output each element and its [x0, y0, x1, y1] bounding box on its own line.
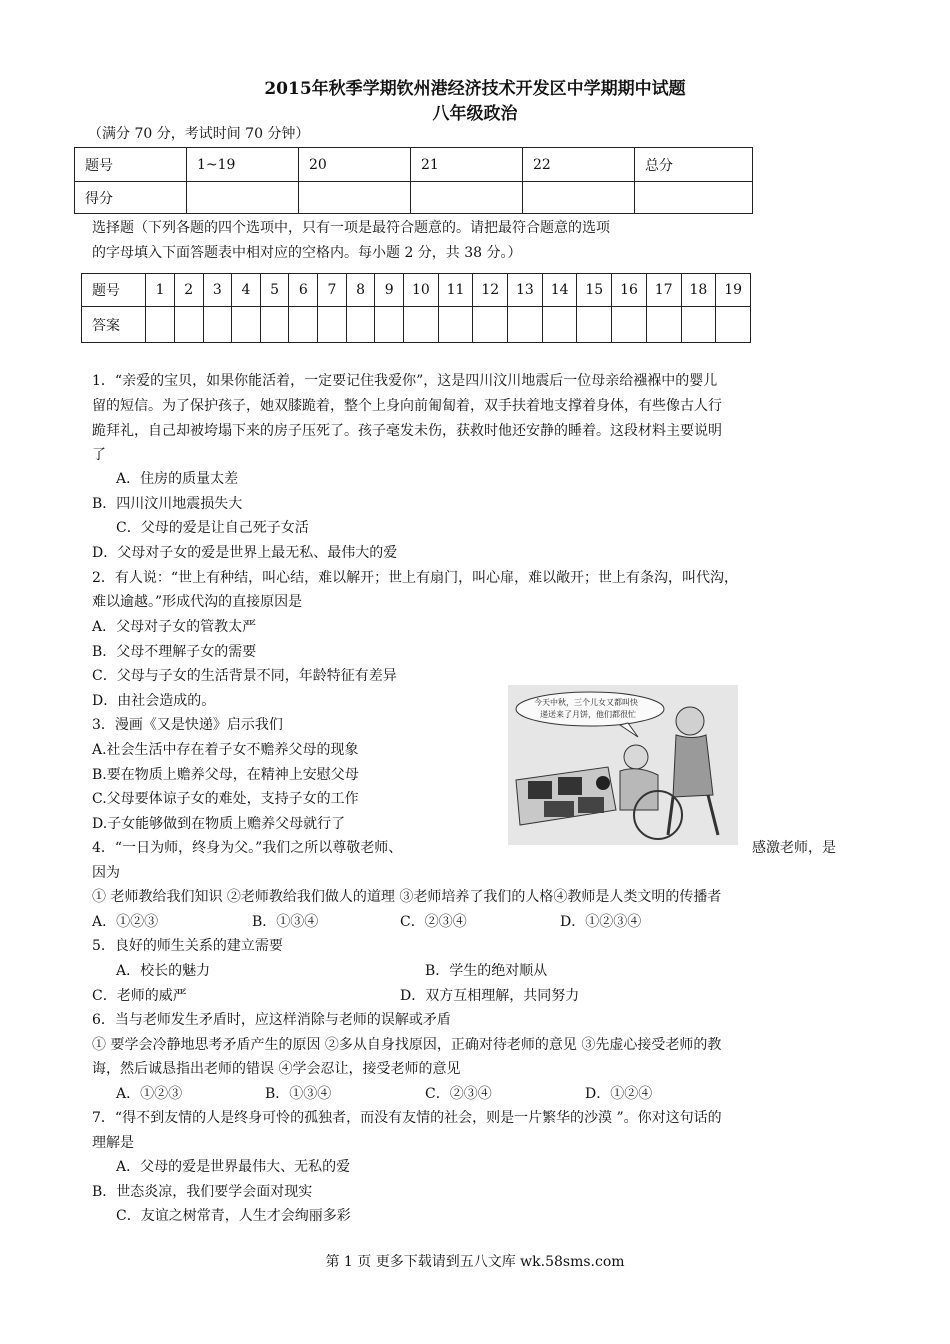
- answer-number-cell: 10: [404, 274, 439, 307]
- answer-number-cell: 11: [438, 274, 473, 307]
- question-text-line: B．①③④: [252, 914, 319, 930]
- answer-number-cell: 4: [232, 274, 261, 307]
- page-footer: 第 1 页 更多下载请到五八文库 wk.58sms.com: [325, 1254, 625, 1270]
- answer-number-cell: 14: [542, 274, 577, 307]
- question-text-line: D．由社会造成的。: [92, 693, 216, 709]
- question-text-line: B.要在物质上赡养父母，在精神上安慰父母: [92, 767, 359, 783]
- cartoon-image: [508, 685, 738, 845]
- question-text-line: D．双方互相理解，共同努力: [400, 988, 580, 1004]
- answer-number-cell: 8: [346, 274, 375, 307]
- svg-text:今天中秋，三个儿女又都叫快: 今天中秋，三个儿女又都叫快: [534, 698, 638, 707]
- question-text-line: D．①②③④: [560, 914, 642, 930]
- answer-number-cell: 13: [508, 274, 543, 307]
- answer-blank-cell[interactable]: [346, 307, 375, 343]
- question-text-line: D.子女能够做到在物质上赡养父母就行了: [92, 816, 346, 832]
- question-text-line: D．父母对子女的爱是世界上最无私、最伟大的爱: [92, 545, 398, 561]
- answer-blank-cell[interactable]: [681, 307, 716, 343]
- question-text-line: 6．当与老师发生矛盾时，应这样消除与老师的误解或矛盾: [92, 1012, 451, 1028]
- question-text-line: A．①②③: [92, 914, 159, 930]
- answer-table: [81, 273, 751, 343]
- question-text-line: D．①②④: [585, 1086, 653, 1102]
- question-text-line: 5．良好的师生关系的建立需要: [92, 938, 283, 954]
- answer-header-label: 题号: [82, 274, 146, 307]
- question-text-line: A．住房的质量太差: [116, 471, 239, 487]
- question-text-line: B．四川汶川地震损失大: [92, 496, 243, 512]
- answer-blank-cell[interactable]: [146, 307, 175, 343]
- answer-number-cell: 2: [174, 274, 203, 307]
- answer-row-label: 答案: [82, 307, 146, 343]
- score-blank-cell: [523, 182, 635, 214]
- answer-blank-cell[interactable]: [542, 307, 577, 343]
- score-blank-cell: [635, 182, 753, 214]
- question-text-line: 感激老师，是: [752, 840, 836, 856]
- question-text-line: 因为: [92, 865, 120, 881]
- score-header-cell: 22: [523, 148, 635, 182]
- question-text-line: A．①②③: [116, 1086, 183, 1102]
- answer-blank-cell[interactable]: [577, 307, 612, 343]
- score-header-cell: 题号: [75, 148, 187, 182]
- answer-number-cell: 1: [146, 274, 175, 307]
- answer-number-cell: 6: [289, 274, 318, 307]
- answer-number-cell: 9: [375, 274, 404, 307]
- answer-number-cell: 18: [681, 274, 716, 307]
- question-text-line: ① 要学会冷静地思考矛盾产生的原因 ②多从自身找原因，正确对待老师的意见 ③先虚心接受老师的教: [92, 1037, 722, 1053]
- question-text-line: C．父母与子女的生活背景不同，年龄特征有差异: [92, 668, 397, 684]
- answer-blank-cell[interactable]: [404, 307, 439, 343]
- score-header-cell: 20: [299, 148, 411, 182]
- question-text-line: A．校长的魅力: [116, 963, 211, 979]
- question-text-line: 3．漫画《又是快递》启示我们: [92, 717, 283, 733]
- exam-info: （满分 70 分，考试时间 70 分钟）: [88, 126, 310, 142]
- question-text-line: A．父母对子女的管教太严: [92, 619, 257, 635]
- question-text-line: C．②③④: [400, 914, 467, 930]
- question-text-line: C．②③④: [425, 1086, 492, 1102]
- page-subtitle: 八年级政治: [432, 104, 518, 124]
- score-blank-cell: [187, 182, 299, 214]
- question-text-line: 理解是: [92, 1135, 134, 1151]
- answer-number-cell: 15: [577, 274, 612, 307]
- score-blank-cell: [411, 182, 523, 214]
- question-text-line: B．①③④: [265, 1086, 332, 1102]
- svg-text:递送来了月饼，他们都很忙: 递送来了月饼，他们都很忙: [540, 710, 636, 719]
- answer-number-cell: 12: [473, 274, 508, 307]
- question-text-line: 2．有人说：“世上有种结，叫心结，难以解开；世上有扇门，叫心扉，难以敞开；世上有条沟，叫代沟，: [92, 570, 739, 586]
- answer-blank-cell[interactable]: [473, 307, 508, 343]
- score-header-cell: 1~19: [187, 148, 299, 182]
- answer-number-cell: 3: [203, 274, 232, 307]
- answer-blank-cell[interactable]: [289, 307, 318, 343]
- score-header-cell: 21: [411, 148, 523, 182]
- answer-number-cell: 19: [716, 274, 751, 307]
- answer-number-cell: 5: [260, 274, 289, 307]
- answer-blank-cell[interactable]: [174, 307, 203, 343]
- answer-blank-cell[interactable]: [203, 307, 232, 343]
- question-text-line: 难以逾越。”形成代沟的直接原因是: [92, 594, 303, 610]
- question-text-line: 跪拜礼，自己却被垮塌下来的房子压死了。孩子毫发未伤，获救时他还安静的睡着。这段材料主要说明: [92, 423, 722, 439]
- cartoon-drawing: [508, 685, 738, 845]
- answer-blank-cell[interactable]: [260, 307, 289, 343]
- question-text-line: 1．“亲爱的宝贝，如果你能活着，一定要记住我爱你”，这是四川汶川地震后一位母亲给襁褓中的婴儿: [92, 373, 718, 389]
- answer-blank-cell[interactable]: [438, 307, 473, 343]
- question-text-line: 7．“得不到友情的人是终身可怜的孤独者，而没有友情的社会，则是一片繁华的沙漠 ”。你对这句话的: [92, 1110, 722, 1126]
- answer-number-cell: 16: [612, 274, 647, 307]
- answer-blank-cell[interactable]: [232, 307, 261, 343]
- answer-number-cell: 17: [646, 274, 681, 307]
- score-blank-cell: [299, 182, 411, 214]
- instructions-line: 的字母填入下面答题表中相对应的空格内。每小题 2 分，共 38 分。）: [92, 245, 522, 261]
- question-text-line: 留的短信。为了保护孩子，她双膝跪着，整个上身向前匍匐着，双手扶着地支撑着身体，有些像古人行: [92, 398, 722, 414]
- answer-blank-cell[interactable]: [646, 307, 681, 343]
- question-text-line: C．老师的威严: [92, 988, 187, 1004]
- answer-blank-cell[interactable]: [508, 307, 543, 343]
- question-text-line: ① 老师教给我们知识 ②老师教给我们做人的道理 ③老师培养了我们的人格④教师是人类文明的传播者: [92, 889, 722, 905]
- question-text-line: B．学生的绝对顺从: [425, 963, 548, 979]
- answer-blank-cell[interactable]: [318, 307, 347, 343]
- question-text-line: C．友谊之树常青，人生才会绚丽多彩: [116, 1208, 351, 1224]
- question-text-line: 4．“一日为师，终身为父。”我们之所以尊敬老师、: [92, 840, 403, 856]
- answer-blank-cell[interactable]: [716, 307, 751, 343]
- question-text-line: B．父母不理解子女的需要: [92, 644, 257, 660]
- page-title: 2015年秋季学期钦州港经济技术开发区中学期期中试题: [264, 79, 686, 99]
- question-text-line: C.父母要体谅子女的难处，支持子女的工作: [92, 791, 359, 807]
- instructions-line: 选择题（下列各题的四个选项中，只有一项是最符合题意的。请把最符合题意的选项: [92, 220, 610, 236]
- question-text-line: 诲，然后诚恳指出老师的错误 ④学会忍让，接受老师的意见: [92, 1061, 461, 1077]
- answer-blank-cell[interactable]: [375, 307, 404, 343]
- question-text-line: B．世态炎凉，我们要学会面对现实: [92, 1184, 313, 1200]
- answer-blank-cell[interactable]: [612, 307, 647, 343]
- score-row-label: 得分: [75, 182, 187, 214]
- question-text-line: A．父母的爱是世界最伟大、无私的爱: [116, 1159, 351, 1175]
- score-table: [74, 147, 753, 214]
- question-text-line: C．父母的爱是让自己死子女活: [116, 520, 309, 536]
- question-text-line: A.社会生活中存在着子女不赡养父母的现象: [92, 742, 359, 758]
- answer-number-cell: 7: [318, 274, 347, 307]
- score-header-cell: 总分: [635, 148, 753, 182]
- question-text-line: 了: [92, 447, 106, 463]
